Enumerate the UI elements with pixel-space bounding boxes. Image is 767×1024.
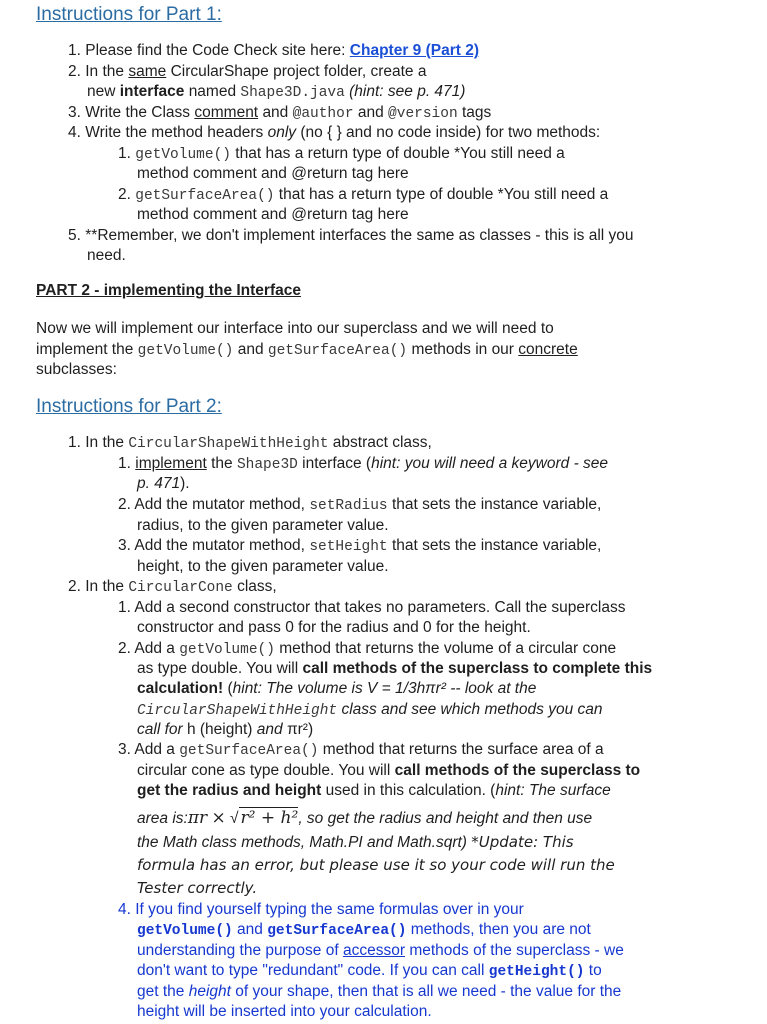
- part1-item-4-2-cont: method comment and @return tag here: [137, 206, 409, 223]
- part2-item-2-3-l2: circular cone as type double. You will call methods of the superclass to: [137, 762, 641, 779]
- intro-line-2: implement the getVolume() and getSurfaceArea() methods in our concrete: [36, 341, 578, 359]
- part1-item-5: 5. **Remember, we don't implement interfaces the same as classes - this is all you: [68, 227, 634, 244]
- part2-item-2-2-l4: CircularShapeWithHeight class and see which methods you can: [137, 701, 603, 719]
- sqrt-formula: √ r² + h²: [230, 808, 299, 828]
- part2-item-2-4: 4. If you find yourself typing the same formulas over in your: [118, 901, 524, 918]
- chapter9-link[interactable]: Chapter 9 (Part 2): [349, 42, 479, 59]
- part1-item-2-cont: new interface named Shape3D.java (hint: see p. 471): [87, 83, 466, 101]
- part2-item-2-4-l5: get the height of your shape, then that is all we need - the value for the: [137, 983, 622, 1000]
- part2-item-2-4-l6: height will be inserted into your calculation.: [137, 1003, 432, 1020]
- part2-item-2-4-l4: don't want to type "redundant" code. If you can call getHeight() to: [137, 962, 602, 980]
- intro-line-3: subclasses:: [36, 361, 117, 378]
- part2-item-2-3-l6: formula has an error, but please use it so your code will run the: [137, 856, 615, 874]
- part1-item-1: 1. Please find the Code Check site here: Chapter 9 (Part 2): [68, 42, 479, 59]
- formula-pi-r: πr: [187, 808, 208, 828]
- part2-item-2-4-l2: getVolume() and getSurfaceArea() methods, then you are not: [137, 921, 591, 939]
- part2-item-2-1-cont: constructor and pass 0 for the radius and 0 for the height.: [137, 619, 531, 636]
- part2-item-2-2: 2. Add a getVolume() method that returns the volume of a circular cone: [118, 640, 617, 658]
- part1-item-4: 4. Write the method headers only (no { } and no code inside) for two methods:: [68, 124, 601, 141]
- part2-title: PART 2 - implementing the Interface: [36, 282, 301, 299]
- part2-item-2-2-l5: call for h (height) and πr²): [137, 721, 314, 738]
- part1-item-4-1-cont: method comment and @return tag here: [137, 165, 409, 182]
- part2-item-2-3-l7: Tester correctly.: [137, 879, 258, 897]
- part1-item-2: 2. In the same CircularShape project folder, create a: [68, 63, 427, 80]
- part2-item-2-3-l4: area is:πr × √ r² + h², so get the radius and height and then use: [137, 806, 592, 831]
- part1-item-4-1: 1. getVolume() that has a return type of double *You still need a: [118, 145, 565, 163]
- part2-item-2-3-l3: get the radius and height used in this calculation. (hint: The surface: [137, 782, 611, 799]
- part1-item-3: 3. Write the Class comment and @author and @version tags: [68, 104, 492, 122]
- part1-item-4-2: 2. getSurfaceArea() that has a return type of double *You still need a: [118, 186, 609, 204]
- part2-item-1-2-cont: radius, to the given parameter value.: [137, 517, 389, 534]
- part2-item-2-2-l3: calculation! (hint: The volume is V = 1/3hπr² -- look at the: [137, 680, 537, 697]
- part2-item-1-3-cont: height, to the given parameter value.: [137, 558, 389, 575]
- part1-item-5-cont: need.: [87, 247, 126, 264]
- part2-heading: Instructions for Part 2:: [36, 396, 222, 417]
- part2-item-2-3: 3. Add a getSurfaceArea() method that returns the surface area of a: [118, 741, 604, 759]
- part2-item-1-1-cont: p. 471).: [137, 475, 190, 492]
- intro-line-1: Now we will implement our interface into our superclass and we will need to: [36, 320, 554, 337]
- part2-item-2-3-l5: the Math class methods, Math.PI and Math.sqrt) *Update: This: [137, 833, 574, 851]
- part1-heading: Instructions for Part 1:: [36, 4, 222, 25]
- part2-item-2-2-l2: as type double. You will call methods of the superclass to complete this: [137, 660, 653, 677]
- part2-item-1-3: 3. Add the mutator method, setHeight that sets the instance variable,: [118, 537, 602, 555]
- part2-item-1: 1. In the CircularShapeWithHeight abstract class,: [68, 434, 432, 452]
- part2-item-2-1: 1. Add a second constructor that takes no parameters. Call the superclass: [118, 599, 626, 616]
- part2-item-2-4-l3: understanding the purpose of accessor methods of the superclass - we: [137, 942, 624, 959]
- part2-item-2: 2. In the CircularCone class,: [68, 578, 277, 596]
- part2-item-1-2: 2. Add the mutator method, setRadius that sets the instance variable,: [118, 496, 602, 514]
- part2-item-1-1: 1. implement the Shape3D interface (hint: you will need a keyword - see: [118, 455, 609, 473]
